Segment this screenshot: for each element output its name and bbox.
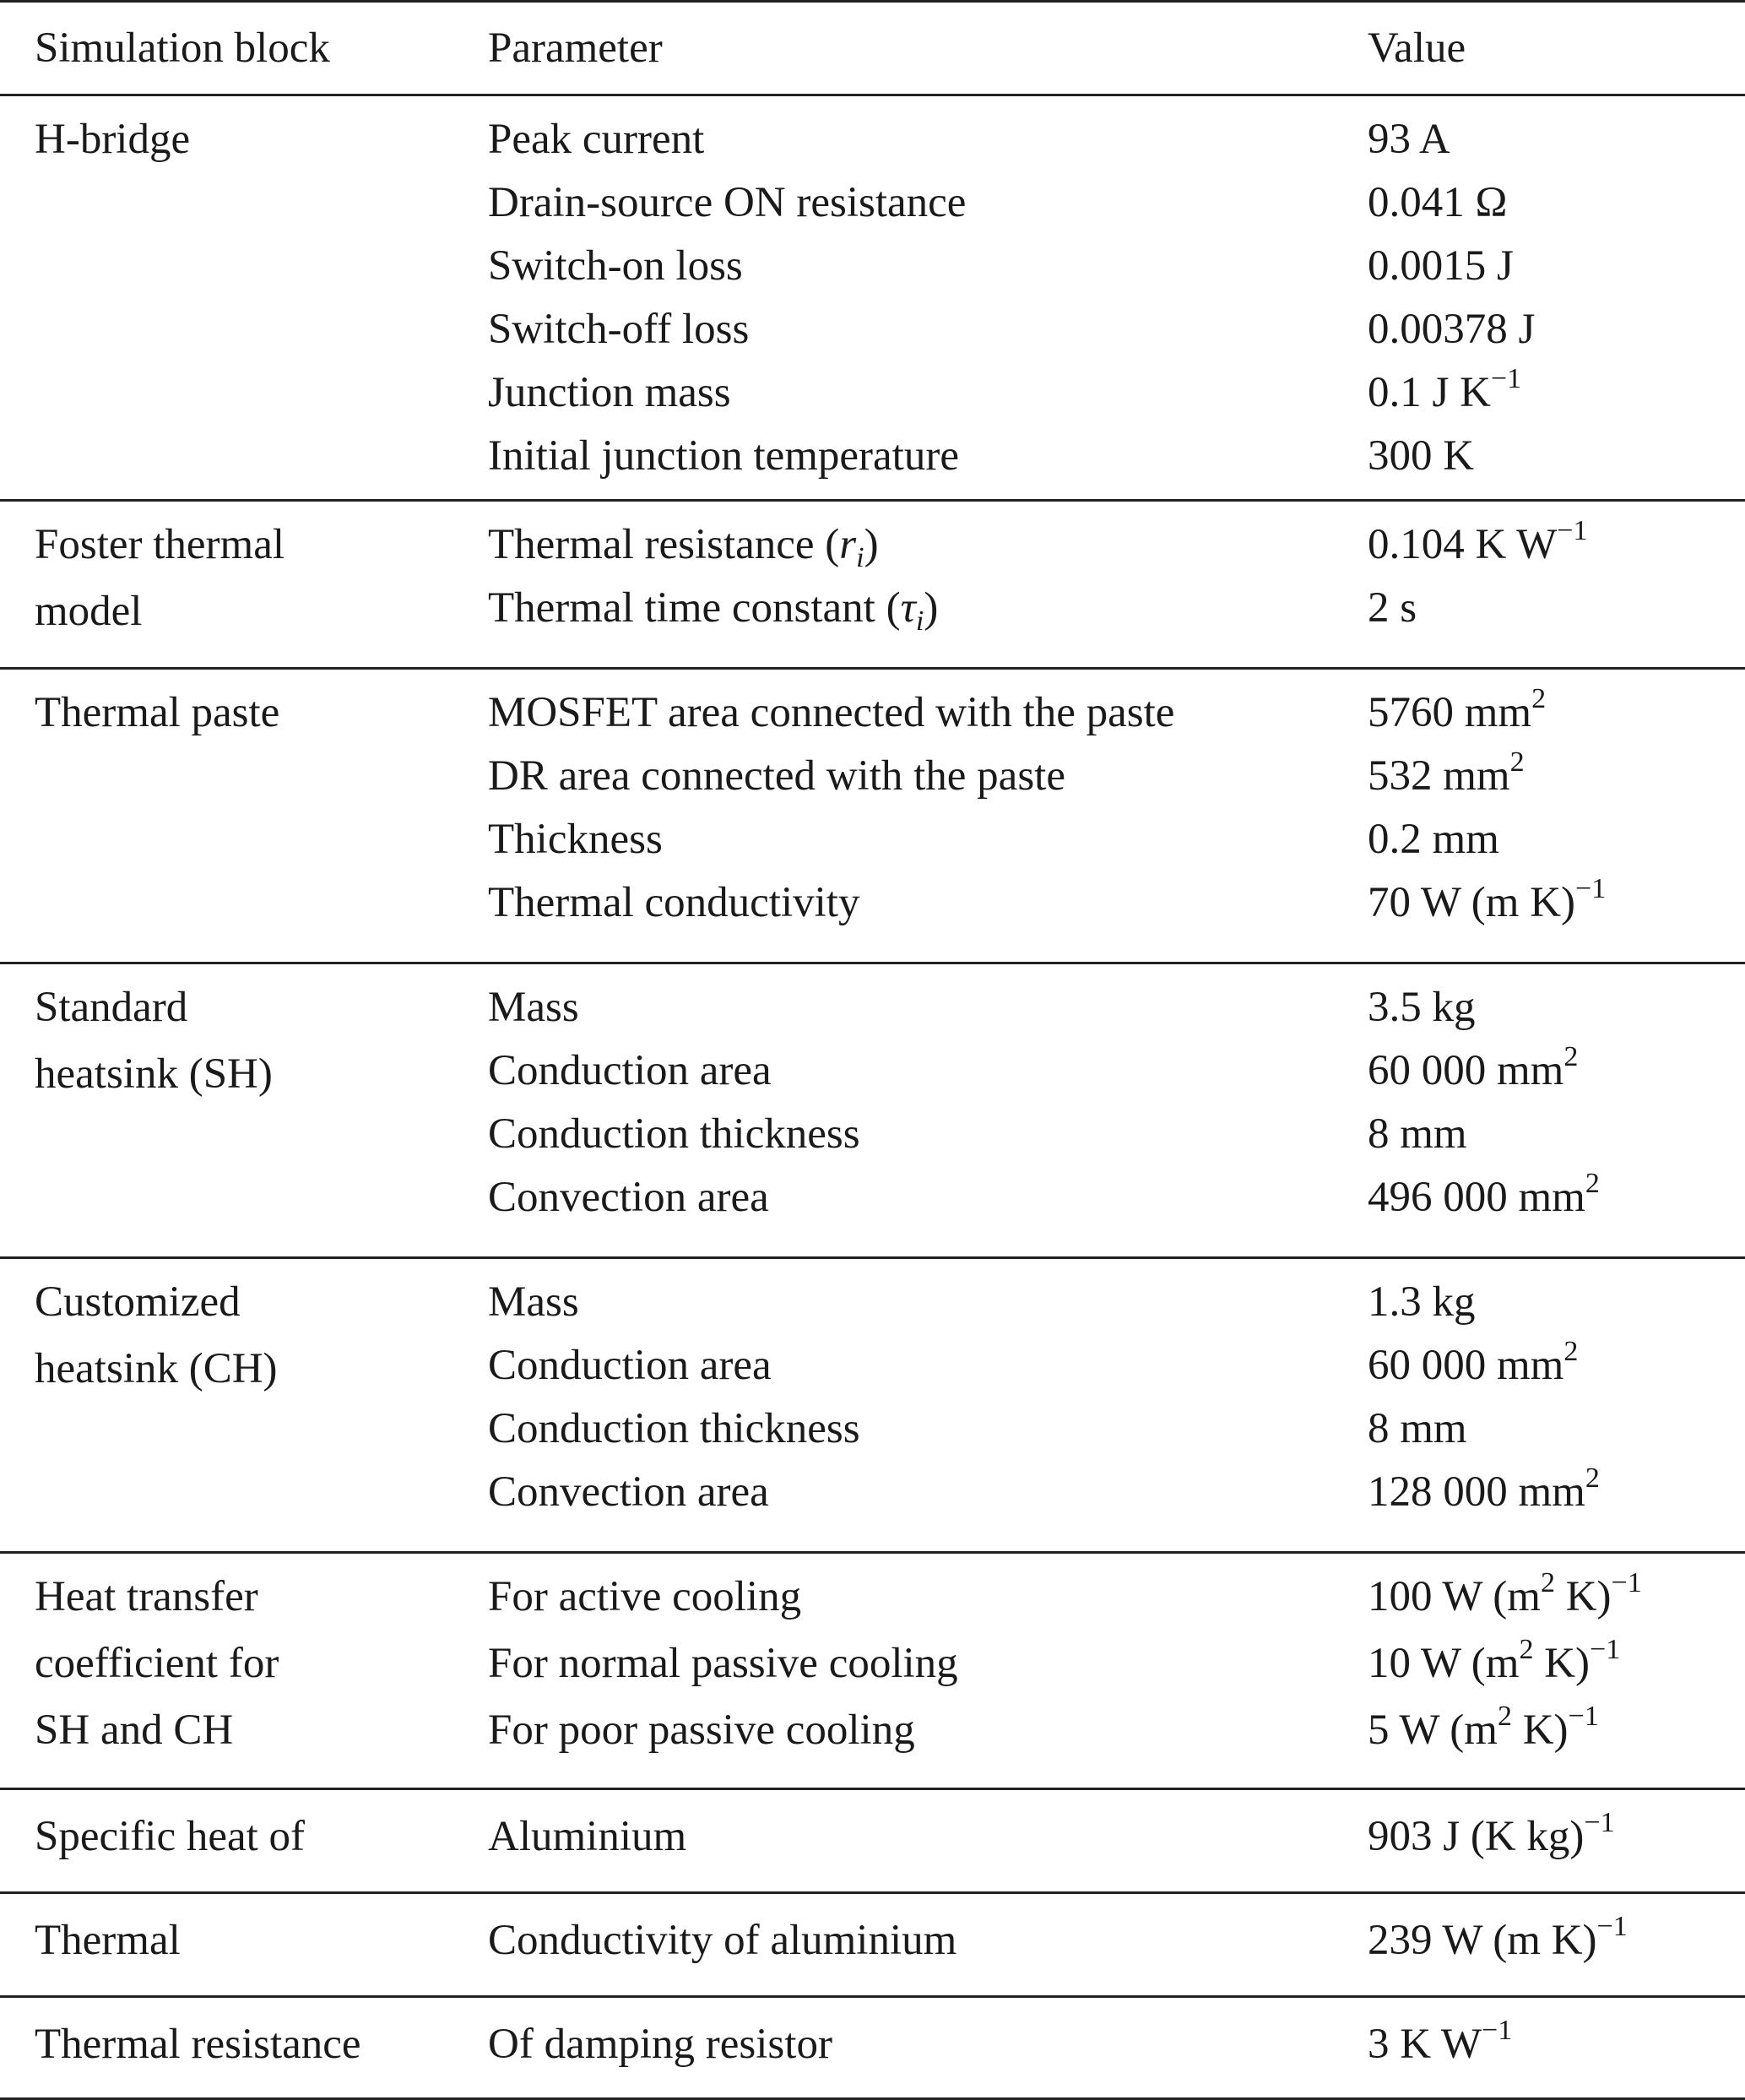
value-cell xyxy=(1368,1461,1600,1523)
parameter-text: Initial junction temperature xyxy=(488,432,959,480)
parameter-text: For normal passive cooling xyxy=(488,1640,958,1687)
value-cell xyxy=(1368,361,1521,424)
header-value: Value xyxy=(1368,24,1466,72)
parameter-text-end: ) xyxy=(924,584,939,632)
table-group xyxy=(0,1894,1745,1998)
value-text: 10 W (m xyxy=(1368,1640,1520,1687)
value-text: 3 K W xyxy=(1368,2021,1482,2068)
value-superscript: −1 xyxy=(1590,1634,1621,1665)
value-cell xyxy=(1368,298,1535,361)
value-superscript: −1 xyxy=(1596,1911,1628,1942)
value-text-mid: K) xyxy=(1533,1640,1591,1687)
value-text: 239 W (m K) xyxy=(1368,1917,1597,1964)
value-text: 0.1 J K xyxy=(1368,369,1491,416)
simulation-block-label: Thermal paste xyxy=(35,689,280,736)
simulation-block-label: Customized xyxy=(35,1278,241,1326)
parameter-cell xyxy=(488,871,859,934)
simulation-block-label: Specific heat of xyxy=(35,1813,306,1860)
value-text-mid: K) xyxy=(1554,1573,1612,1620)
parameter-text: Peak current xyxy=(488,116,705,163)
parameter-text: Of damping resistor xyxy=(488,2021,832,2068)
parameter-cell xyxy=(488,681,1174,744)
value-superscript: −1 xyxy=(1575,873,1607,904)
value-text: 0.00378 J xyxy=(1368,306,1536,353)
simulation-block-label: Thermal xyxy=(35,1917,181,1964)
simulation-block-label: heatsink (SH) xyxy=(35,1050,273,1098)
table-group xyxy=(0,964,1745,1259)
value-cell xyxy=(1368,425,1474,487)
parameter-text: Convection area xyxy=(488,1174,769,1221)
table-group xyxy=(0,1790,1745,1894)
value-cell xyxy=(1368,745,1525,807)
simulation-block-label: H-bridge xyxy=(35,116,191,163)
header-parameter: Parameter xyxy=(488,24,663,72)
value-superscript: −1 xyxy=(1611,1567,1642,1598)
parameter-text: Conductivity of aluminium xyxy=(488,1917,957,1964)
parameter-cell xyxy=(488,577,938,639)
value-cell xyxy=(1368,577,1417,639)
parameter-cell xyxy=(488,1461,769,1523)
value-superscript: 2 xyxy=(1509,746,1525,778)
value-text: 903 J (K kg) xyxy=(1368,1813,1585,1860)
parameter-text: Thermal time constant ( xyxy=(488,584,901,632)
value-text: 5 W (m xyxy=(1368,1707,1498,1754)
parameter-text: Conduction area xyxy=(488,1047,772,1094)
parameter-text: Conduction area xyxy=(488,1342,772,1389)
value-cell xyxy=(1368,1909,1628,1972)
value-cell xyxy=(1368,1334,1578,1397)
parameter-text-end: ) xyxy=(864,521,879,568)
parameter-cell xyxy=(488,2013,832,2076)
table-group xyxy=(0,1998,1745,2100)
table-group xyxy=(0,96,1745,502)
parameter-symbol: τ xyxy=(900,584,916,632)
value-text: 100 W (m xyxy=(1368,1573,1541,1620)
simulation-block-label: heatsink (CH) xyxy=(35,1345,278,1392)
parameter-text: Thickness xyxy=(488,816,663,863)
value-text: 0.0015 J xyxy=(1368,242,1514,290)
value-text: 5760 mm xyxy=(1368,689,1532,736)
parameter-cell xyxy=(488,1039,772,1102)
value-text: 1.3 kg xyxy=(1368,1278,1476,1326)
parameter-cell xyxy=(488,425,959,487)
parameter-text: Switch-off loss xyxy=(488,306,750,353)
value-superscript: 2 xyxy=(1585,1168,1600,1199)
table-body xyxy=(0,96,1745,2100)
value-cell xyxy=(1368,1805,1615,1868)
parameter-cell xyxy=(488,513,879,576)
parameter-text: Thermal conductivity xyxy=(488,879,860,926)
parameter-text: Mass xyxy=(488,984,579,1031)
parameter-text: Switch-on loss xyxy=(488,242,743,290)
value-text: 128 000 mm xyxy=(1368,1468,1585,1516)
table-group xyxy=(0,1259,1745,1554)
simulation-block-label: Heat transfer xyxy=(35,1573,258,1620)
value-cell xyxy=(1368,235,1514,297)
parameter-cell xyxy=(488,1632,958,1695)
simulation-block-label: Foster thermal xyxy=(35,521,285,568)
value-cell xyxy=(1368,1039,1578,1102)
parameter-text: For poor passive cooling xyxy=(488,1707,915,1754)
value-text: 300 K xyxy=(1368,432,1475,480)
value-cell xyxy=(1368,1566,1642,1628)
value-superscript: −1 xyxy=(1490,363,1522,394)
parameter-text: Aluminium xyxy=(488,1813,687,1860)
parameter-text: DR area connected with the paste xyxy=(488,752,1065,800)
value-cell xyxy=(1368,2013,1512,2076)
parameter-cell xyxy=(488,1397,860,1460)
parameter-cell xyxy=(488,298,749,361)
value-cell xyxy=(1368,513,1587,576)
parameter-cell xyxy=(488,745,1065,807)
simulation-block-label: coefficient for xyxy=(35,1640,279,1687)
value-superscript: 2 xyxy=(1585,1462,1600,1494)
parameter-text: Conduction thickness xyxy=(488,1110,860,1158)
parameter-text: MOSFET area connected with the paste xyxy=(488,689,1175,736)
parameter-subscript: i xyxy=(856,542,864,573)
parameter-cell xyxy=(488,1271,579,1333)
parameter-subscript: i xyxy=(915,605,924,637)
value-text: 0.2 mm xyxy=(1368,816,1499,863)
simulation-block-label: Standard xyxy=(35,984,188,1031)
table-header xyxy=(0,3,1745,96)
parameter-text: Convection area xyxy=(488,1468,769,1516)
value-cell xyxy=(1368,1271,1476,1333)
value-cell xyxy=(1368,681,1546,744)
value-cell xyxy=(1368,976,1476,1039)
table-group xyxy=(0,670,1745,964)
table-group xyxy=(0,502,1745,670)
value-text: 496 000 mm xyxy=(1368,1174,1585,1221)
value-superscript: 2 xyxy=(1497,1701,1512,1732)
table-group xyxy=(0,1554,1745,1790)
parameter-cell xyxy=(488,1334,772,1397)
value-superscript: 2 xyxy=(1519,1634,1534,1665)
value-cell xyxy=(1368,808,1499,871)
parameter-cell xyxy=(488,808,663,871)
simulation-block-label: model xyxy=(35,588,143,635)
parameter-cell xyxy=(488,1805,686,1868)
parameter-text: Junction mass xyxy=(488,369,731,416)
parameter-text: Conduction thickness xyxy=(488,1405,860,1452)
parameter-cell xyxy=(488,108,704,171)
value-text: 3.5 kg xyxy=(1368,984,1476,1031)
value-superscript: −1 xyxy=(1584,1807,1615,1838)
value-cell xyxy=(1368,871,1606,934)
value-superscript: −1 xyxy=(1568,1701,1599,1732)
value-text: 8 mm xyxy=(1368,1405,1467,1452)
parameter-cell xyxy=(488,1103,860,1165)
value-text: 8 mm xyxy=(1368,1110,1467,1158)
value-text: 0.104 K W xyxy=(1368,521,1558,568)
value-cell xyxy=(1368,171,1507,234)
parameter-cell xyxy=(488,1909,956,1972)
simulation-block-label: Thermal resistance xyxy=(35,2021,361,2068)
parameter-text: Thermal resistance ( xyxy=(488,521,840,568)
value-text: 70 W (m K) xyxy=(1368,879,1576,926)
parameter-cell xyxy=(488,1166,769,1229)
simulation-block-label: SH and CH xyxy=(35,1707,234,1754)
value-cell xyxy=(1368,1103,1467,1165)
parameter-cell xyxy=(488,171,966,234)
parameter-cell xyxy=(488,976,579,1039)
parameter-symbol: r xyxy=(839,521,857,568)
value-superscript: 2 xyxy=(1531,683,1547,714)
value-cell xyxy=(1368,1166,1600,1229)
value-superscript: 2 xyxy=(1563,1041,1579,1072)
parameter-cell xyxy=(488,1566,801,1628)
value-text: 60 000 mm xyxy=(1368,1342,1564,1389)
value-text: 532 mm xyxy=(1368,752,1510,800)
parameter-cell xyxy=(488,235,743,297)
parameter-text: Mass xyxy=(488,1278,579,1326)
parameter-cell xyxy=(488,361,731,424)
value-superscript: −1 xyxy=(1557,515,1588,546)
header-simulation-block: Simulation block xyxy=(35,24,330,72)
value-text: 2 s xyxy=(1368,584,1417,632)
parameter-text: Drain-source ON resistance xyxy=(488,179,967,226)
value-cell xyxy=(1368,1632,1620,1695)
value-cell xyxy=(1368,108,1450,171)
value-superscript: 2 xyxy=(1563,1336,1579,1367)
value-cell xyxy=(1368,1397,1467,1460)
value-superscript: 2 xyxy=(1540,1567,1555,1598)
parameter-cell xyxy=(488,1699,915,1761)
value-text: 60 000 mm xyxy=(1368,1047,1564,1094)
parameter-text: For active cooling xyxy=(488,1573,802,1620)
value-text: 0.041 Ω xyxy=(1368,179,1508,226)
value-superscript: −1 xyxy=(1482,2015,1513,2046)
value-text: 93 A xyxy=(1368,116,1450,163)
value-cell xyxy=(1368,1699,1599,1761)
value-text-mid: K) xyxy=(1511,1707,1569,1754)
